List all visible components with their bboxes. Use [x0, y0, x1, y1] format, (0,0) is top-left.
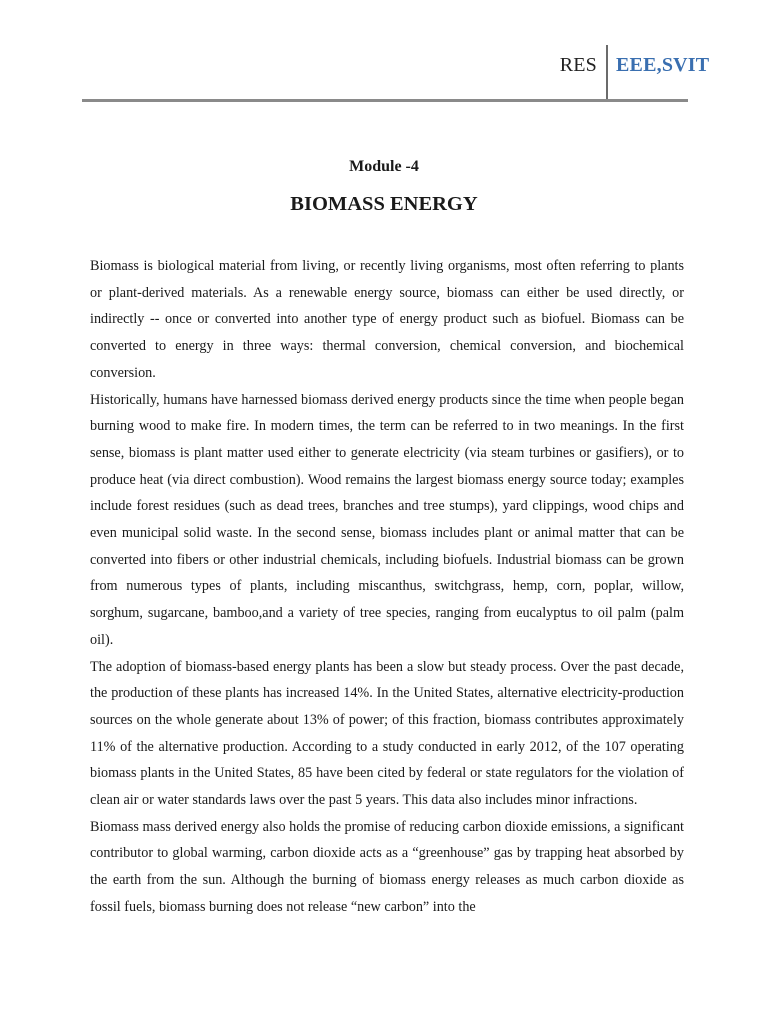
paragraph-1: Biomass is biological material from living, or recently living organisms, most often referring to plants or plant-derived materials. As a renewable energy source, biomass can either be used directly, or indirectly -- once or converted into another type of energy product such as biofuel. Biomass can be converted to energy in three ways: thermal conversion, chemical conversion, and biochemical conversion. — [90, 258, 684, 381]
paragraph-3: The adoption of biomass-based energy plants has been a slow but steady process. Over the past decade, the production of these plants has increased 14%. In the United States, alternative electricity-production sources on the whole generate about 13% of power; of this fraction, biomass contributes approximately 11% of the alternative production. According to a study conducted in early 2012, of the 107 operating biomass plants in the United States, 85 have been cited by federal or state regulators for the violation of clean air or water standards laws over the past 5 years. This data also includes minor infractions. — [90, 658, 684, 809]
page-title: BIOMASS ENERGY — [290, 193, 478, 215]
paragraph-2: Historically, humans have harnessed biomass derived energy products since the time when people began burning wood to make fire. In modern times, the term can be referred to in two meanings. In the first sense, biomass is plant matter used either to generate electricity (via steam turbines or gasifiers), or to produce heat (via direct combustion). Wood remains the largest biomass energy source today; examples include forest residues (such as dead trees, branches and tree stumps), yard clippings, wood chips and even municipal solid waste. In the second sense, biomass includes plant or animal matter that can be converted into fibers or other industrial chemicals, including biofuels. Industrial biomass can be grown from numerous types of plants, including miscanthus, switchgrass, hemp, corn, poplar, willow, sorghum, sugarcane, bamboo,and a variety of tree species, ranging from eucalyptus to oil palm (palm oil). — [90, 391, 684, 648]
header-department: EEE,SVIT — [616, 54, 710, 76]
header-divider — [606, 45, 608, 100]
header-rule — [82, 99, 688, 102]
header-course-code: RES — [559, 54, 597, 76]
paragraph-4: Biomass mass derived energy also holds the promise of reducing carbon dioxide emissions, a significant contributor to global warming, carbon dioxide acts as a “greenhouse” gas by trapping heat absorbed by the earth from the sun. Although the burning of biomass energy releases as much carbon dioxide as fossil fuels, biomass burning does not release “new carbon” into the — [90, 818, 684, 915]
module-label: Module -4 — [349, 158, 419, 175]
body-text — [90, 253, 684, 921]
